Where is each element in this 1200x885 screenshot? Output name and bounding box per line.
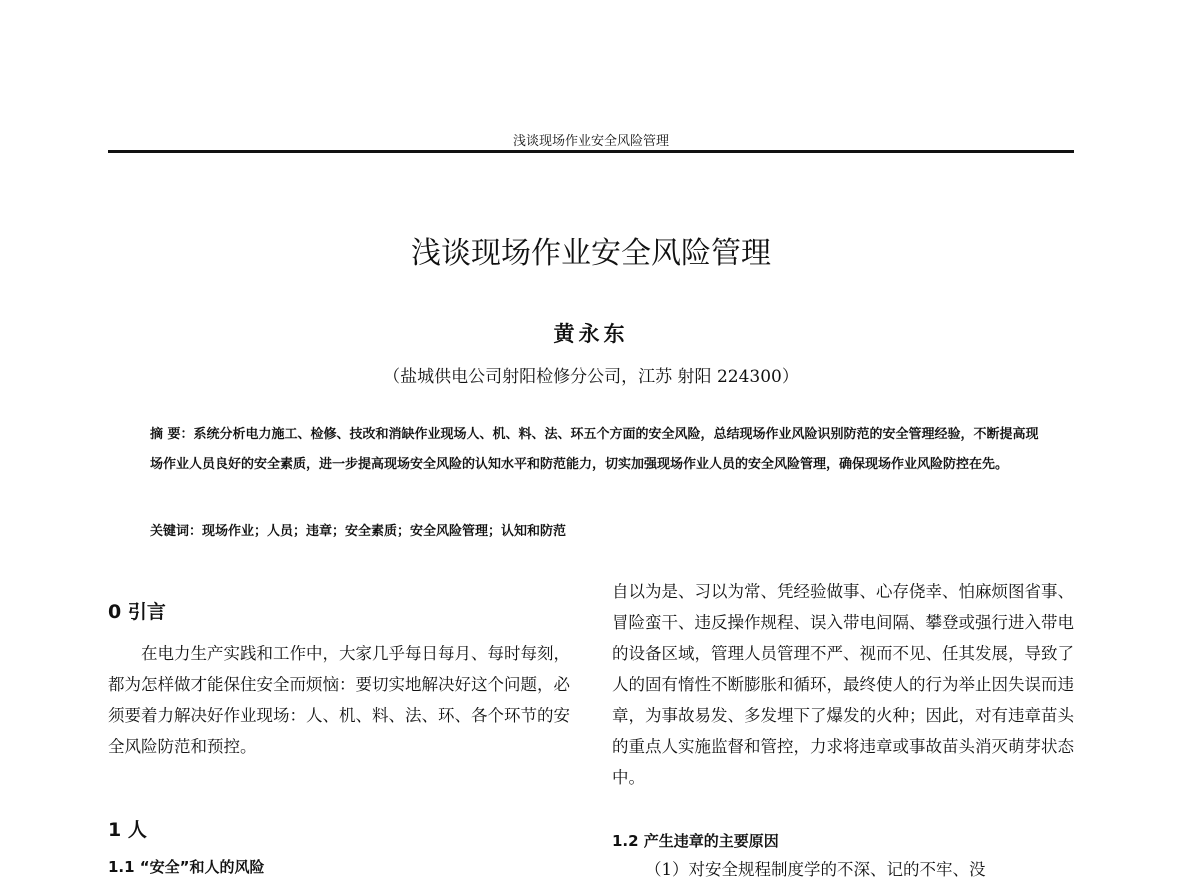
section-heading-introduction: 0 引言 — [108, 601, 166, 623]
keywords-text: 现场作业；人员；违章；安全素质；安全风险管理；认知和防范 — [202, 524, 567, 539]
introduction-paragraph: 在电力生产实践和工作中，大家几乎每日每月、每时每刻，都为怎样做才能保住安全而烦恼：要切实地解决好这个问题，必须要着力解决好作业现场：人、机、料、法、环、各个环节的安全风险防范和预控。 — [108, 644, 570, 756]
subsection-heading-1-1: 1.1 “安全”和人的风险 — [108, 858, 265, 876]
paper-title: 浅谈现场作业安全风险管理 — [411, 236, 771, 271]
continuation-paragraph: 自以为是、习以为常、凭经验做事、心存侥幸、怕麻烦图省事、冒险蛮干、违反操作规程、误入带电间隔、攀登或强行进入带电的设备区域，管理人员管理不严、视而不见、任其发展，导致了人的固有惰性不断膨胀和循环，最终使人的行为举止因失误而违章，为事故易发、多发埋下了爆发的火种；因此，对有违章苗头的重点人实施监督和管控，力求将违章或事故苗头消灭萌芽状态中。 — [612, 582, 1074, 787]
subsection-heading-1-2: 1.2 产生违章的主要原因 — [612, 832, 779, 850]
section-heading-people: 1 人 — [108, 819, 147, 841]
abstract-text: 系统分析电力施工、检修、技改和消缺作业现场人、机、料、法、环五个方面的安全风险，总结现场作业风险识别防范的安全管理经验，不断提高现场作业人员良好的安全素质，进一步提高现场安全风险的认知水平和防范能力，切实加强现场作业人员的安全风险管理，确保现场作业风险防控在先。 — [150, 427, 1039, 472]
author-affiliation: （盐城供电公司射阳检修分公司，江苏 射阳 224300） — [383, 367, 799, 387]
keywords — [150, 520, 1040, 539]
subsection-1-2-paragraph: （1）对安全规程制度学的不深、记的不牢、没 — [645, 860, 986, 879]
abstract — [150, 420, 1040, 480]
keywords-label: 关键词： — [150, 524, 203, 539]
abstract-label: 摘 要： — [150, 427, 194, 442]
author-name: 黄永东 — [553, 321, 629, 346]
running-header: 浅谈现场作业安全风险管理 — [512, 134, 669, 149]
header-rule — [108, 150, 1074, 153]
